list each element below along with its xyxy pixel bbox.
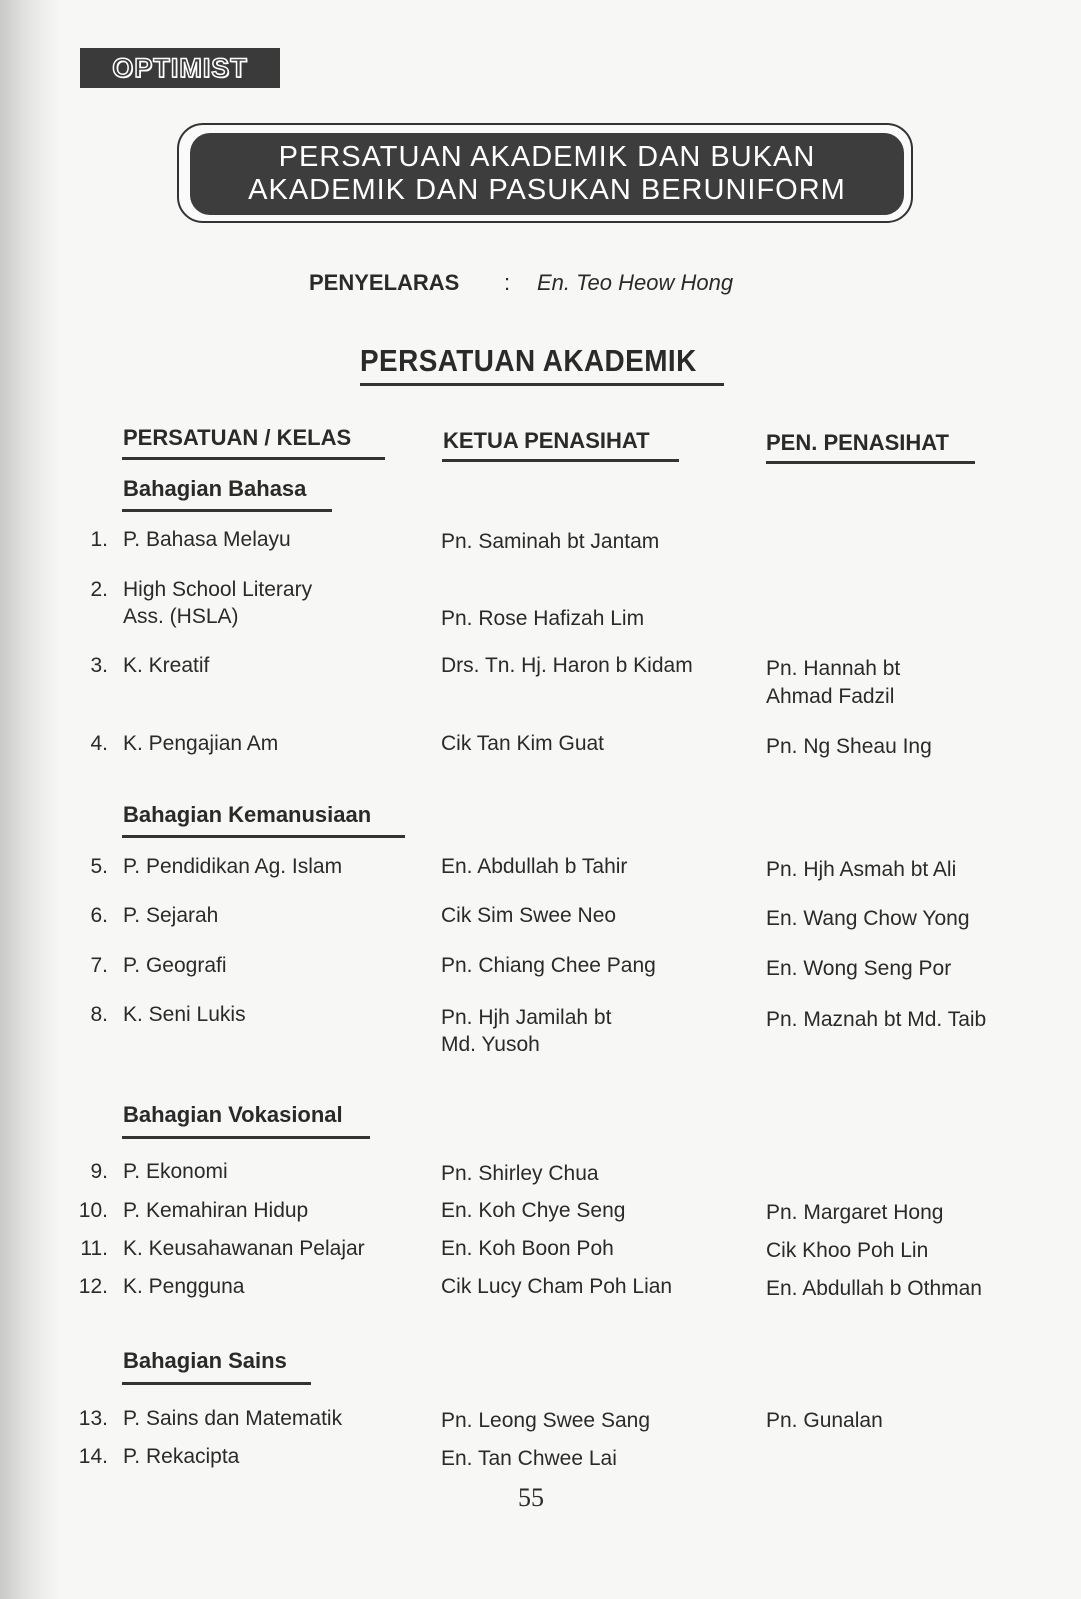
page-binding-shadow [0, 0, 60, 1599]
head-advisor: En. Tan Chwee Lai [441, 1447, 617, 1470]
banner-line-2: AKADEMIK DAN PASUKAN BERUNIFORM [248, 174, 846, 206]
head-advisor: Cik Lucy Cham Poh Lian [441, 1275, 673, 1298]
group-underline [122, 835, 405, 838]
head-advisor: Drs. Tn. Hj. Haron b Kidam [441, 654, 693, 677]
column-header-ketua: KETUA PENASIHAT [443, 428, 650, 453]
assistant-advisor: Pn. Ng Sheau Ing [766, 735, 932, 758]
society-name: K. Seni Lukis [123, 1003, 246, 1026]
row-number: 1. [90, 528, 108, 551]
column-header-persatuan: PERSATUAN / KELAS [123, 425, 352, 450]
column-header-pen: PEN. PENASIHAT [766, 430, 949, 455]
head-advisor: Pn. Saminah bt Jantam [441, 530, 660, 553]
coordinator-name: En. Teo Heow Hong [537, 270, 734, 295]
title-banner [190, 133, 904, 215]
group-title: Bahagian Vokasional [123, 1102, 343, 1127]
column-underline [122, 457, 385, 460]
row-number: 5. [90, 855, 108, 878]
assistant-advisor: En. Abdullah b Othman [766, 1277, 982, 1300]
assistant-advisor-line2: Ahmad Fadzil [766, 685, 895, 708]
assistant-advisor: Pn. Margaret Hong [766, 1201, 944, 1224]
head-advisor: Pn. Leong Swee Sang [441, 1409, 650, 1432]
assistant-advisor: Cik Khoo Poh Lin [766, 1239, 929, 1262]
society-name: P. Sains dan Matematik [123, 1407, 343, 1430]
head-advisor: Pn. Shirley Chua [441, 1162, 599, 1185]
society-name: K. Pengguna [123, 1275, 245, 1298]
head-advisor: En. Koh Chye Seng [441, 1199, 626, 1222]
society-name: P. Sejarah [123, 904, 219, 927]
head-advisor: Pn. Rose Hafizah Lim [441, 607, 645, 630]
head-advisor: En. Koh Boon Poh [441, 1237, 614, 1260]
group-title: Bahagian Kemanusiaan [123, 802, 372, 827]
assistant-advisor: Pn. Maznah bt Md. Taib [766, 1008, 987, 1031]
assistant-advisor: Pn. Gunalan [766, 1409, 883, 1432]
row-number: 12. [78, 1275, 108, 1298]
group-underline [122, 1382, 311, 1385]
assistant-advisor: Pn. Hjh Asmah bt Ali [766, 858, 957, 881]
section-title-underline [360, 383, 724, 386]
row-number: 14. [78, 1445, 108, 1468]
society-name: P. Bahasa Melayu [123, 528, 291, 551]
society-name: P. Rekacipta [123, 1445, 240, 1468]
group-title: Bahagian Sains [123, 1348, 287, 1373]
head-advisor: Cik Tan Kim Guat [441, 732, 605, 755]
column-underline [766, 461, 975, 464]
assistant-advisor: En. Wang Chow Yong [766, 907, 970, 930]
section-title: PERSATUAN AKADEMIK [360, 343, 697, 378]
group-title: Bahagian Bahasa [123, 476, 307, 501]
head-advisor: Pn. Chiang Chee Pang [441, 954, 656, 977]
row-number: 8. [90, 1003, 108, 1026]
group-underline [122, 1136, 370, 1139]
society-name: P. Pendidikan Ag. Islam [123, 855, 343, 878]
coordinator-separator: : [504, 270, 511, 295]
group-underline [122, 509, 332, 512]
row-number: 10. [78, 1199, 108, 1222]
head-advisor-line2: Md. Yusoh [441, 1033, 540, 1056]
society-name: P. Geografi [123, 954, 227, 977]
row-number: 2. [90, 578, 108, 601]
row-number: 7. [90, 954, 108, 977]
society-name: High School Literary [123, 578, 313, 601]
society-name: K. Pengajian Am [123, 732, 279, 755]
head-advisor: Cik Sim Swee Neo [441, 904, 617, 927]
assistant-advisor: En. Wong Seng Por [766, 957, 952, 980]
banner-line-1: PERSATUAN AKADEMIK DAN BUKAN [278, 141, 816, 173]
coordinator-label: PENYELARAS [309, 270, 460, 295]
assistant-advisor: Pn. Hannah bt [766, 657, 901, 680]
society-name: K. Keusahawanan Pelajar [123, 1237, 365, 1260]
page-number: 55 [518, 1483, 544, 1512]
society-name-line2: Ass. (HSLA) [123, 605, 239, 628]
society-name: P. Ekonomi [123, 1160, 228, 1183]
column-underline [442, 459, 679, 462]
row-number: 6. [90, 904, 108, 927]
row-number: 13. [78, 1407, 108, 1430]
row-number: 4. [90, 732, 108, 755]
row-number: 3. [90, 654, 108, 677]
head-advisor: En. Abdullah b Tahir [441, 855, 628, 878]
row-number: 11. [80, 1237, 108, 1260]
optimist-logo: OPTIMIST [80, 48, 280, 88]
society-name: P. Kemahiran Hidup [123, 1199, 309, 1222]
row-number: 9. [90, 1160, 108, 1183]
head-advisor: Pn. Hjh Jamilah bt [441, 1006, 612, 1029]
society-name: K. Kreatif [123, 654, 210, 677]
